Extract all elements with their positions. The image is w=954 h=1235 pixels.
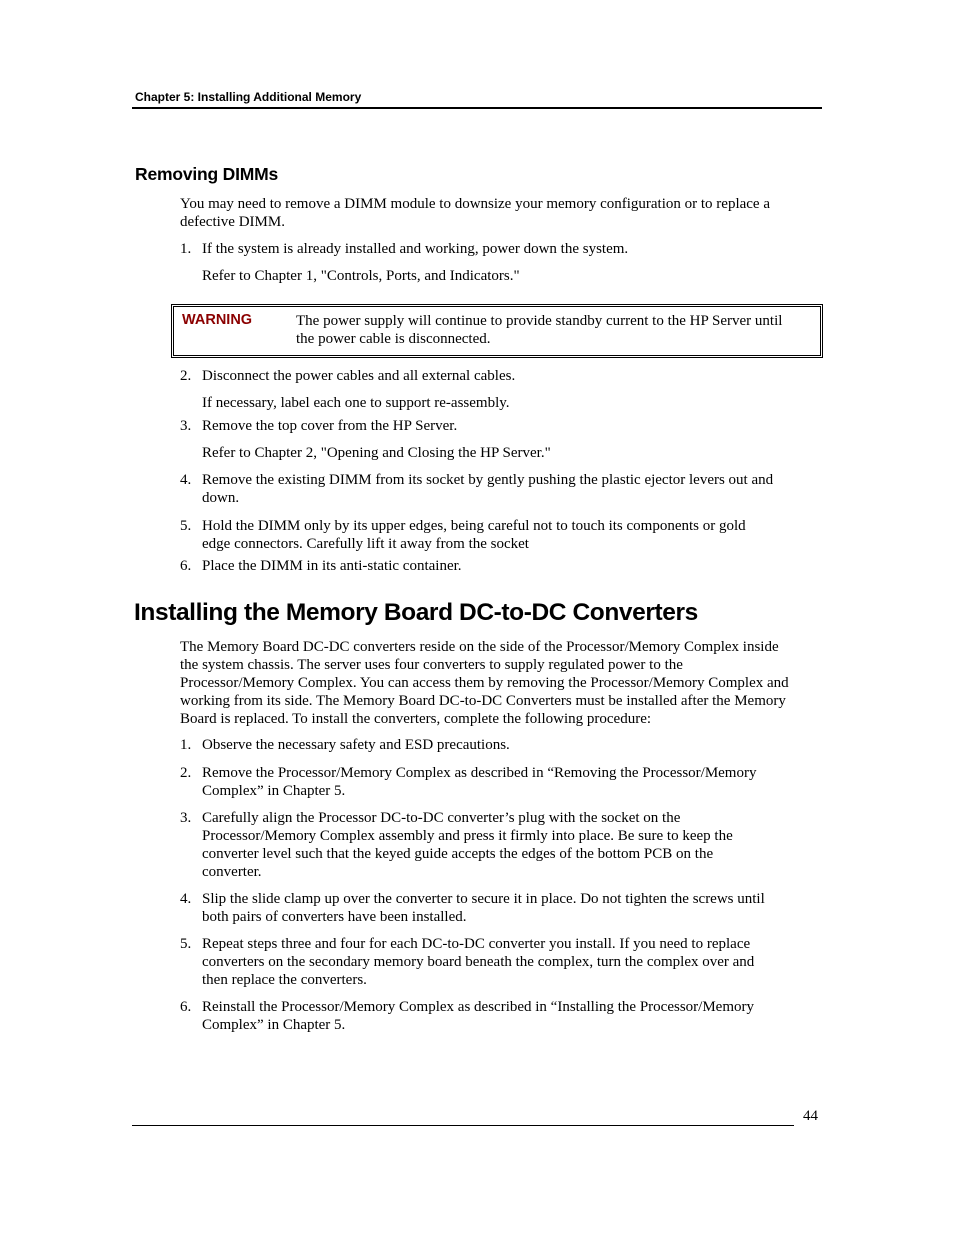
removing-step-4-line-2: down. xyxy=(202,490,240,506)
removing-step-3-text: Remove the top cover from the HP Server. xyxy=(202,418,458,434)
installing-step-5-line-1: Repeat steps three and four for each DC-to-DC converter you install. If you need to replace xyxy=(202,936,751,952)
installing-step-5-number: 5. xyxy=(180,936,192,952)
removing-step-5-line-1: Hold the DIMM only by its upper edges, being careful not to touch its components or gold xyxy=(202,518,746,534)
installing-intro-line-2: the system chassis. The server uses four converters to supply regulated power to the xyxy=(180,657,683,673)
installing-step-4-number: 4. xyxy=(180,891,192,907)
installing-step-5-line-2: converters on the secondary memory board beneath the complex, turn the complex over and xyxy=(202,954,755,970)
installing-step-1-line-1: Observe the necessary safety and ESD precautions. xyxy=(202,737,510,753)
installing-step-2-line-1: Remove the Processor/Memory Complex as described in “Removing the Processor/Memory xyxy=(202,765,757,781)
removing-step-1-text: If the system is already installed and working, power down the system. xyxy=(202,241,629,257)
footer-rule xyxy=(132,1125,794,1126)
removing-step-3-reference: Refer to Chapter 2, "Opening and Closing the HP Server." xyxy=(202,445,551,461)
warning-label: WARNING xyxy=(182,312,253,328)
removing-step-5-number: 5. xyxy=(180,518,192,534)
removing-step-3-number: 3. xyxy=(180,418,192,434)
installing-step-2-line-2: Complex” in Chapter 5. xyxy=(202,783,346,799)
installing-step-6-line-1: Reinstall the Processor/Memory Complex as described in “Installing the Processor/Memory xyxy=(202,999,754,1015)
removing-step-5-line-2: edge connectors. Carefully lift it away from the socket xyxy=(202,536,529,552)
warning-line-2: the power cable is disconnected. xyxy=(296,331,491,347)
page-number: 44 xyxy=(803,1108,818,1124)
installing-step-4-line-2: both pairs of converters have been installed. xyxy=(202,909,467,925)
running-header: Chapter 5: Installing Additional Memory xyxy=(135,90,362,104)
installing-step-3-line-3: converter level such that the keyed guide accepts the edges of the bottom PCB on the xyxy=(202,846,714,862)
installing-intro-line-5: Board is replaced. To install the converters, complete the following procedure: xyxy=(180,711,652,727)
removing-step-6-text: Place the DIMM in its anti-static container. xyxy=(202,558,462,574)
removing-step-1-reference: Refer to Chapter 1, "Controls, Ports, and Indicators." xyxy=(202,268,520,284)
removing-step-2-text: Disconnect the power cables and all external cables. xyxy=(202,368,516,384)
removing-step-2-number: 2. xyxy=(180,368,192,384)
installing-intro-line-1: The Memory Board DC-DC converters reside on the side of the Processor/Memory Complex inside xyxy=(180,639,779,655)
installing-step-6-number: 6. xyxy=(180,999,192,1015)
removing-step-1-number: 1. xyxy=(180,241,192,257)
installing-step-3-line-1: Carefully align the Processor DC-to-DC converter’s plug with the socket on the xyxy=(202,810,681,826)
removing-step-2-reference: If necessary, label each one to support re-assembly. xyxy=(202,395,510,411)
installing-step-1-number: 1. xyxy=(180,737,192,753)
installing-intro-line-3: Processor/Memory Complex. You can access them by removing the Processor/Memory Complex and xyxy=(180,675,789,691)
installing-step-6-line-2: Complex” in Chapter 5. xyxy=(202,1017,346,1033)
removing-intro-line-2: defective DIMM. xyxy=(180,214,285,230)
removing-step-4-line-1: Remove the existing DIMM from its socket by gently pushing the plastic ejector levers out and xyxy=(202,472,774,488)
installing-step-3-line-4: converter. xyxy=(202,864,262,880)
removing-intro-line-1: You may need to remove a DIMM module to downsize your memory configuration or to replace a xyxy=(180,196,770,212)
installing-step-4-line-1: Slip the slide clamp up over the converter to secure it in place. Do not tighten the screws until xyxy=(202,891,765,907)
installing-intro-line-4: working from its side. The Memory Board DC-to-DC Converters must be installed after the Memory xyxy=(180,693,786,709)
installing-step-5-line-3: then replace the converters. xyxy=(202,972,367,988)
removing-step-4-number: 4. xyxy=(180,472,192,488)
header-rule xyxy=(132,107,822,109)
warning-text xyxy=(296,312,811,348)
installing-step-2-number: 2. xyxy=(180,765,192,781)
removing-step-6-number: 6. xyxy=(180,558,192,574)
section-heading-removing-dimms: Removing DIMMs xyxy=(135,164,279,184)
installing-step-3-line-2: Processor/Memory Complex assembly and press it firmly into place. Be sure to keep the xyxy=(202,828,733,844)
warning-line-1: The power supply will continue to provide standby current to the HP Server until xyxy=(296,313,783,329)
section-heading-installing-converters: Installing the Memory Board DC-to-DC Converters xyxy=(134,599,698,626)
installing-step-3-number: 3. xyxy=(180,810,192,826)
